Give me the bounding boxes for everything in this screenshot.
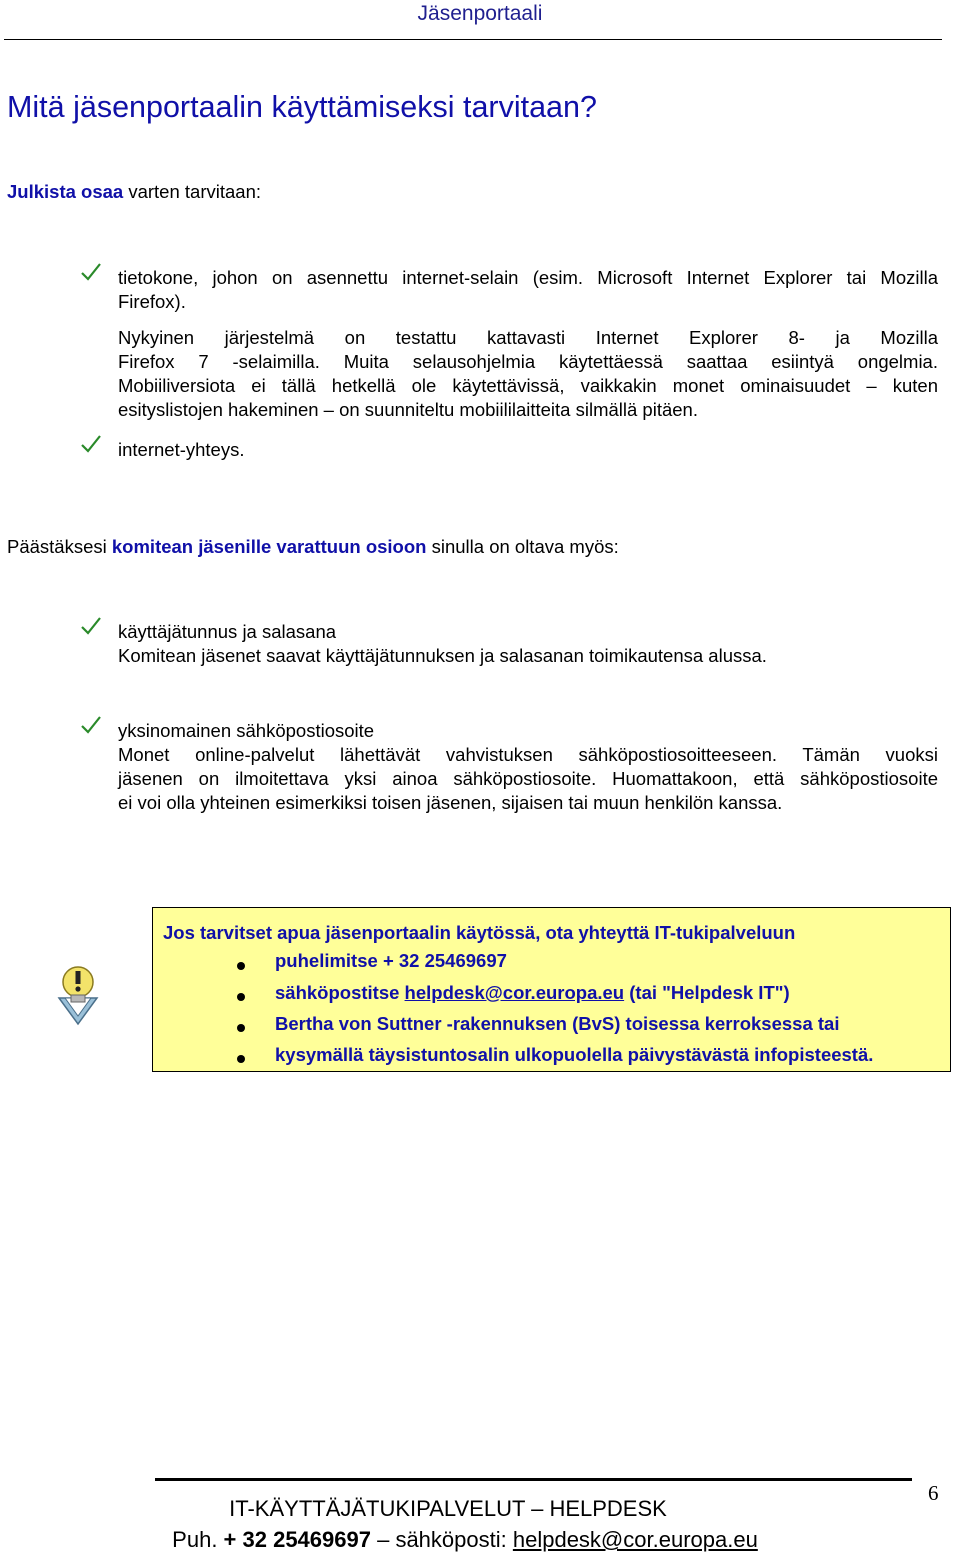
members-intro-post: sinulla on oltava myös: [426, 536, 619, 557]
page-number: 6 [928, 1481, 939, 1505]
members-intro-pre: Päästäksesi [7, 536, 112, 557]
help-location: Bertha von Suttner -rakennuksen (BvS) toisessa kerroksessa tai [275, 1013, 840, 1034]
list-item-email [118, 719, 938, 815]
item-line: Firefox). [118, 291, 186, 312]
help-phone: puhelimitse + 32 25469697 [275, 950, 507, 971]
item-line: Mobiiliversiota ei tällä hetkellä ole käytettävissä, vaikkakin monet ominaisuudet – kuten [118, 375, 938, 396]
item-line: jäsenen on ilmoitettava yksi ainoa sähköpostiosoite. Huomattakoon, että sähköpostiosoite [118, 768, 938, 789]
checkmark-icon [80, 262, 102, 282]
bullet-dot-icon [237, 1055, 245, 1063]
bullet-dot-icon [237, 993, 245, 1001]
list-item-credentials [118, 620, 938, 668]
item-line: Firefox 7 -selaimilla. Muita selausohjelmia käytettäessä saattaa esiintyä ongelmia. [118, 351, 938, 372]
item-line: Monet online-palvelut lähettävät vahvistuksen sähköpostiosoitteeseen. Tämän vuoksi [118, 744, 938, 765]
public-intro-rest: varten tarvitaan: [123, 181, 261, 202]
checkmark-icon [80, 434, 102, 454]
footer-divider [155, 1478, 912, 1481]
footer-phone: + 32 25469697 [223, 1527, 371, 1552]
list-item-internet [118, 438, 938, 462]
members-intro [7, 535, 619, 559]
item-line: esityslistojen hakeminen – on suunniteltu mobiililaitteita silmällä pitäen. [118, 399, 698, 420]
public-intro [7, 180, 261, 204]
item-title: yksinomainen sähköpostiosoite [118, 720, 375, 741]
checkmark-icon [80, 616, 102, 636]
help-email-prefix: sähköpostitse [275, 982, 405, 1003]
footer-email-link[interactable]: helpdesk@cor.europa.eu [512, 1527, 758, 1552]
footer-email-label: – sähköposti: [370, 1527, 513, 1552]
bullet-dot-icon [237, 962, 245, 970]
item-title: käyttäjätunnus ja salasana [118, 621, 337, 642]
help-box [152, 907, 951, 1072]
item-line: ei voi olla yhteinen esimerkiksi toisen jäsenen, sijaisen tai muun henkilön kanssa. [118, 792, 783, 813]
bullet-dot-icon [237, 1024, 245, 1032]
item-line: Nykyinen järjestelmä on testattu kattavasti Internet Explorer 8- ja Mozilla [118, 327, 938, 348]
list-item-browser [118, 266, 938, 422]
help-email-suffix: (tai "Helpdesk IT") [624, 982, 790, 1003]
warning-lightbulb-icon [53, 962, 103, 1028]
helpdesk-email-link[interactable]: helpdesk@cor.europa.eu [404, 982, 625, 1003]
help-desk: kysymällä täysistuntosalin ulkopuolella päivystävästä infopisteestä. [275, 1044, 874, 1065]
footer-contact [0, 1527, 930, 1553]
item-line: tietokone, johon on asennettu internet-selain (esim. Microsoft Internet Explorer tai Mozilla [118, 267, 938, 288]
members-intro-bold: komitean jäsenille varattuun osioon [111, 536, 427, 557]
checkmark-icon [80, 715, 102, 735]
help-email [275, 982, 790, 1004]
public-intro-bold: Julkista osaa [7, 181, 124, 202]
item-line: Komitean jäsenet saavat käyttäjätunnuksen ja salasanan toimikautensa alussa. [118, 645, 767, 666]
footer-department: IT-KÄYTTÄJÄTUKIPALVELUT – HELPDESK [229, 1496, 667, 1521]
page-title: Mitä jäsenportaalin käyttämiseksi tarvitaan? [7, 90, 597, 124]
item-line: internet-yhteys. [118, 439, 245, 460]
header-divider [4, 39, 942, 40]
help-heading: Jos tarvitset apua jäsenportaalin käytössä, ota yhteyttä IT-tukipalveluun [163, 922, 796, 943]
running-header: Jäsenportaali [417, 2, 543, 25]
footer-phone-label: Puh. [172, 1527, 224, 1552]
